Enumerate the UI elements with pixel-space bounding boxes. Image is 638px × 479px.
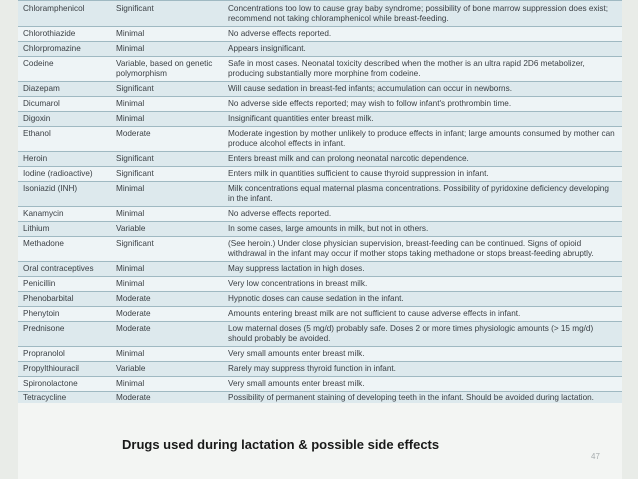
risk-level-cell: Significant xyxy=(111,82,223,97)
table-row xyxy=(18,262,622,277)
risk-level-cell: Minimal xyxy=(111,27,223,42)
drug-name-cell: Phenobarbital xyxy=(18,292,111,307)
drug-name-cell: Diazepam xyxy=(18,82,111,97)
risk-level-cell: Variable xyxy=(111,362,223,377)
table-row xyxy=(18,377,622,392)
effect-note-cell: Possibility of permanent staining of developing teeth in the infant. Should be avoided during lactation. xyxy=(223,392,622,404)
drug-name-cell: Kanamycin xyxy=(18,207,111,222)
risk-level-cell: Moderate xyxy=(111,322,223,347)
drug-name-cell: Chlorothiazide xyxy=(18,27,111,42)
drug-name-cell: Chlorpromazine xyxy=(18,42,111,57)
table-row xyxy=(18,237,622,262)
drug-name-cell: Isoniazid (INH) xyxy=(18,182,111,207)
effect-note-cell: (See heroin.) Under close physician supervision, breast-feeding can be continued. Signs of opioid withdrawal in the infant may occur if mother stops taking methadone or stops breast-feeding abruptly. xyxy=(223,237,622,262)
table-row xyxy=(18,97,622,112)
drug-name-cell: Tetracycline xyxy=(18,392,111,404)
drug-name-cell: Dicumarol xyxy=(18,97,111,112)
effect-note-cell: Milk concentrations equal maternal plasma concentrations. Possibility of pyridoxine deficiency developing in the infant. xyxy=(223,182,622,207)
effect-note-cell: Safe in most cases. Neonatal toxicity described when the mother is an ultra rapid 2D6 metabolizer, producing substantially more morphine from codeine. xyxy=(223,57,622,82)
table-row xyxy=(18,207,622,222)
risk-level-cell: Minimal xyxy=(111,207,223,222)
table-row xyxy=(18,307,622,322)
table-row xyxy=(18,167,622,182)
risk-level-cell: Minimal xyxy=(111,347,223,362)
effect-note-cell: Enters breast milk and can prolong neonatal narcotic dependence. xyxy=(223,152,622,167)
table-row xyxy=(18,222,622,237)
drug-name-cell: Iodine (radioactive) xyxy=(18,167,111,182)
table-row xyxy=(18,1,622,27)
effect-note-cell: In some cases, large amounts in milk, but not in others. xyxy=(223,222,622,237)
effect-note-cell: No adverse effects reported. xyxy=(223,27,622,42)
table-row xyxy=(18,292,622,307)
table-row xyxy=(18,127,622,152)
effect-note-cell: Enters milk in quantities sufficient to cause thyroid suppression in infant. xyxy=(223,167,622,182)
drug-lactation-table xyxy=(18,0,622,403)
risk-level-cell: Minimal xyxy=(111,112,223,127)
risk-level-cell: Minimal xyxy=(111,42,223,57)
risk-level-cell: Significant xyxy=(111,167,223,182)
effect-note-cell: Very low concentrations in breast milk. xyxy=(223,277,622,292)
effect-note-cell: Amounts entering breast milk are not sufficient to cause adverse effects in infant. xyxy=(223,307,622,322)
risk-level-cell: Significant xyxy=(111,1,223,27)
table-row xyxy=(18,277,622,292)
effect-note-cell: Concentrations too low to cause gray baby syndrome; possibility of bone marrow suppression does exist; recommend not taking chloramphenicol while breast-feeding. xyxy=(223,1,622,27)
drug-name-cell: Heroin xyxy=(18,152,111,167)
page-number: 47 xyxy=(591,452,600,461)
table-row xyxy=(18,152,622,167)
risk-level-cell: Minimal xyxy=(111,182,223,207)
risk-level-cell: Minimal xyxy=(111,262,223,277)
risk-level-cell: Moderate xyxy=(111,392,223,404)
drug-name-cell: Propranolol xyxy=(18,347,111,362)
drug-name-cell: Penicillin xyxy=(18,277,111,292)
drug-name-cell: Prednisone xyxy=(18,322,111,347)
table-row xyxy=(18,322,622,347)
risk-level-cell: Moderate xyxy=(111,127,223,152)
table-row xyxy=(18,347,622,362)
drug-name-cell: Phenytoin xyxy=(18,307,111,322)
table-row xyxy=(18,392,622,404)
effect-note-cell: Insignificant quantities enter breast milk. xyxy=(223,112,622,127)
drug-name-cell: Chloramphenicol xyxy=(18,1,111,27)
drug-name-cell: Ethanol xyxy=(18,127,111,152)
effect-note-cell: Appears insignificant. xyxy=(223,42,622,57)
effect-note-cell: Low maternal doses (5 mg/d) probably safe. Doses 2 or more times physiologic amounts (> 15 mg/d) should probably be avoided. xyxy=(223,322,622,347)
drug-name-cell: Codeine xyxy=(18,57,111,82)
drug-name-cell: Digoxin xyxy=(18,112,111,127)
effect-note-cell: Hypnotic doses can cause sedation in the infant. xyxy=(223,292,622,307)
risk-level-cell: Moderate xyxy=(111,307,223,322)
effect-note-cell: No adverse side effects reported; may wish to follow infant's prothrombin time. xyxy=(223,97,622,112)
effect-note-cell: No adverse effects reported. xyxy=(223,207,622,222)
table-row xyxy=(18,362,622,377)
risk-level-cell: Minimal xyxy=(111,277,223,292)
risk-level-cell: Significant xyxy=(111,237,223,262)
effect-note-cell: Very small amounts enter breast milk. xyxy=(223,347,622,362)
risk-level-cell: Minimal xyxy=(111,97,223,112)
drug-name-cell: Oral contraceptives xyxy=(18,262,111,277)
drug-name-cell: Lithium xyxy=(18,222,111,237)
effect-note-cell: Rarely may suppress thyroid function in infant. xyxy=(223,362,622,377)
drug-table-container xyxy=(18,0,622,403)
risk-level-cell: Moderate xyxy=(111,292,223,307)
table-row xyxy=(18,112,622,127)
effect-note-cell: Very small amounts enter breast milk. xyxy=(223,377,622,392)
risk-level-cell: Variable xyxy=(111,222,223,237)
drug-name-cell: Propylthiouracil xyxy=(18,362,111,377)
risk-level-cell: Minimal xyxy=(111,377,223,392)
risk-level-cell: Variable, based on genetic polymorphism xyxy=(111,57,223,82)
table-row xyxy=(18,27,622,42)
effect-note-cell: May suppress lactation in high doses. xyxy=(223,262,622,277)
risk-level-cell: Significant xyxy=(111,152,223,167)
table-row xyxy=(18,82,622,97)
drug-name-cell: Methadone xyxy=(18,237,111,262)
effect-note-cell: Moderate ingestion by mother unlikely to produce effects in infant; large amounts consumed by mother can produce alcohol effects in infant. xyxy=(223,127,622,152)
slide-caption: Drugs used during lactation & possible side effects xyxy=(122,437,440,452)
drug-name-cell: Spironolactone xyxy=(18,377,111,392)
table-row xyxy=(18,42,622,57)
table-row xyxy=(18,57,622,82)
effect-note-cell: Will cause sedation in breast-fed infants; accumulation can occur in newborns. xyxy=(223,82,622,97)
table-row xyxy=(18,182,622,207)
